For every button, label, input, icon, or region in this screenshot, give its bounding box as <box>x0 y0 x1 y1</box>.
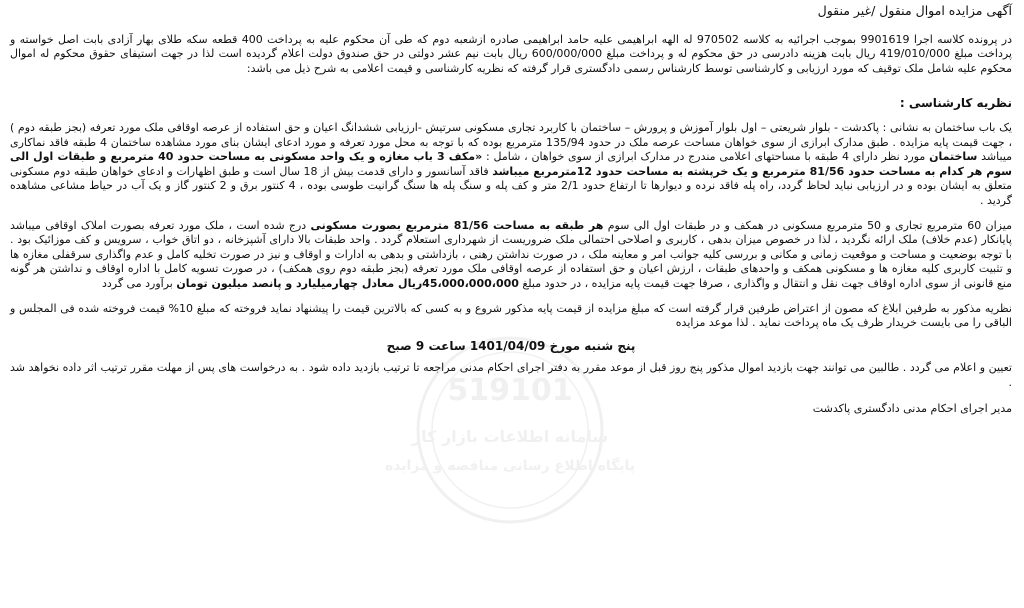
watermark-line2: پایگاه اطلاع رسانی مناقصه و مزایده <box>384 458 636 474</box>
intro-paragraph: در پرونده کلاسه اجرا 9901619 بموجب اجرائیه به کلاسه 970502 له الهه ابراهیمی علیه حامد ابراهیمی صادره ازشعبه دوم که طی آن محکوم علیه به پرداخت 400 قطعه سکه طلای بهار آزادی بابت اصل خواسته و پرداخت مبلغ 419/010/000 ریال بابت هزینه دادرسی در حق محکوم له و پرداخت مبلغ 600/000/000 ریال بابت نیم عشر دولتی در حق صندوق دولت اعلام گردیده است لذا در جهت استیفای حقوق محکوم له اموال محکوم علیه شامل ملک توقیف که مورد ارزیابی و کارشناسی توسط کارشناس رسمی دادگستری قرار گرفته که نظریه کارشناسی و قیمت اعلامی به شرح ذیل می باشد: <box>10 32 1013 75</box>
property-description-text: یک باب ساختمان به نشانی : پاکدشت - بلوار شریعتی – اول بلوار آموزش و پرورش – ساختمان با کاربرد تجاری مسکونی سرتیش -ارزیابی ششدانگ اعیان و حق استفاده از عرصه اوقافی ملک مورد تعرفه (بجز طبقه دوم ) ، جهت قیمت پایه مزایده . طبق مدارک ابرازی از سوی خواهان مساحت عرصه ملک در حدود 135/94 مترمربع بوده که با توجه به محل مورد تعرفه و مورد ادعای ایشان بنای مورد مشاهده ساختمان 4 طبقه فاقد نماکاری میباشد <box>10 120 1013 164</box>
unit-areas-text: «مکف 3 باب مغازه و یک واحد مسکونی به مساحت حدود 40 مترمربع و طبقات اول الی سوم هر کدام به مساحت حدود 81/56 مترمربع و یک خرپشته به مساحت حدود 12مترمربع میباشد <box>10 150 1012 178</box>
building-condition-text: فاقد آسانسور و دارای قدمت بیش از 18 سال است و طبق اظهارات و ادعای خواهان طبقه دوم مسکونی متعلق به ایشان بوده و در ارزیابی نباید لحاظ گردد، راه پله فاقد نرده و دیوارها تا ارتفاع حدود 2/1 متر و کف پله و سنگ پله ها سنگ گرانیت طوسی بوده ، 4 کنتور برق و 2 کنتور گاز و یک آب در حیاط مشاعی مشاهده گردید . <box>10 164 1012 207</box>
valuation-text-2: درج شده است ، ملک مورد تعرفه بصورت املاک اوقافی میباشد پایانکار (عدم خلاف) ملک ارائه نگردید ، لذا در خصوص میزان بدهی ، کاربری و اصلاحی احتمالی ملک ضروریست از شهرداری استعلام گردد . واحد طبقات بالا دارای آشپزخانه ، دو اتاق خواب ، سرویس و کف موزائیک بود . با توجه بوضعیت و مساحت و موقعیت زمانی و مکانی و بررسی کلیه جوانب امر و معاینه ملک ، در صورت نداشتن رهنی ، بازداشتی و بدهی به ادارات و اوقاف و نیز در صورت تخلیه کامل و عدم واگذاری سرقفلی مغازه ها و تثبیت کاربری کلیه مغازه ها و مسکونی همکف و واحدهای طبقات ، ارزش اعیان و حق استفاده از عرصه اوقافی ملک مورد تعرفه (بجز طبقه دوم روی همکف) ، در صورت تسویه کامل با اداره اوقاف و نداشتن هر گونه منع قانونی از سوی اداره اوقاف جهت نقل و انتقال و واگذاری ، صرفا جهت قیمت پایه مزایده ، در حدود مبلغ <box>10 218 1012 290</box>
notice-title: آگهی مزایده اموال منقول /غیر منقول <box>817 3 1012 18</box>
notice-body <box>10 4 1012 417</box>
watermark-line1: سامانه اطلاعات بازار کار <box>411 427 609 446</box>
visit-terms-paragraph: تعیین و اعلام می گردد . طالبین می توانند جهت بازدید اموال مذکور پنج روز قبل از موعد مقرر به دفتر اجرای احکام مدنی مراجعه تا ترتیب بازدید داده شود . به درخواست های پس از مهلت مقرر ترتیب اثر داده نخواهد شد . <box>10 361 1012 389</box>
property-description-paragraph <box>10 121 1012 209</box>
signature: مدیر اجرای احکام مدنی دادگستری پاکدشت <box>812 402 1012 416</box>
auction-date: پنج شنبه مورخ 1401/04/09 ساعت 9 صبح <box>386 338 636 353</box>
valuation-text-1: میزان 60 مترمربع تجاری و 50 مترمربع مسکونی در همکف و در طبقات اول الی سوم <box>603 218 1012 232</box>
base-price-text: 45،000،000،000ریال معادل چهارمیلیارد و پانصد میلیون تومان <box>176 276 519 290</box>
building-label: ساختمان <box>929 150 978 164</box>
expert-opinion-heading: نظریه کارشناسی : <box>899 96 1012 111</box>
auction-terms-paragraph: نظریه مذکور به طرفین ابلاغ که مصون از اعتراض طرفین قرار گرفته است که مبلغ مزایده از قیمت پایه مذکور شروع و به کسی که بالاترین قیمت را پیشنهاد نماید فروخته که مبلغ 10% قیمت فروخته شده فی المجلس و الباقی را می بایست خریدار ظرف یک ماه پرداخت نماید . لذا موعد مزایده <box>10 301 1012 330</box>
valuation-text-3: برآورد می گردد <box>101 276 177 290</box>
watermark-number: 519101 <box>447 373 573 408</box>
floor-area-text: هر طبقه به مساحت 81/56 مترمربع بصورت مسکونی <box>310 218 604 232</box>
building-floors-text: مورد نظر دارای 4 طبقه با مساحتهای اعلامی مندرج در مدارک ابرازی از سوی خواهان ، شامل : <box>482 150 930 164</box>
valuation-paragraph <box>10 219 1012 292</box>
